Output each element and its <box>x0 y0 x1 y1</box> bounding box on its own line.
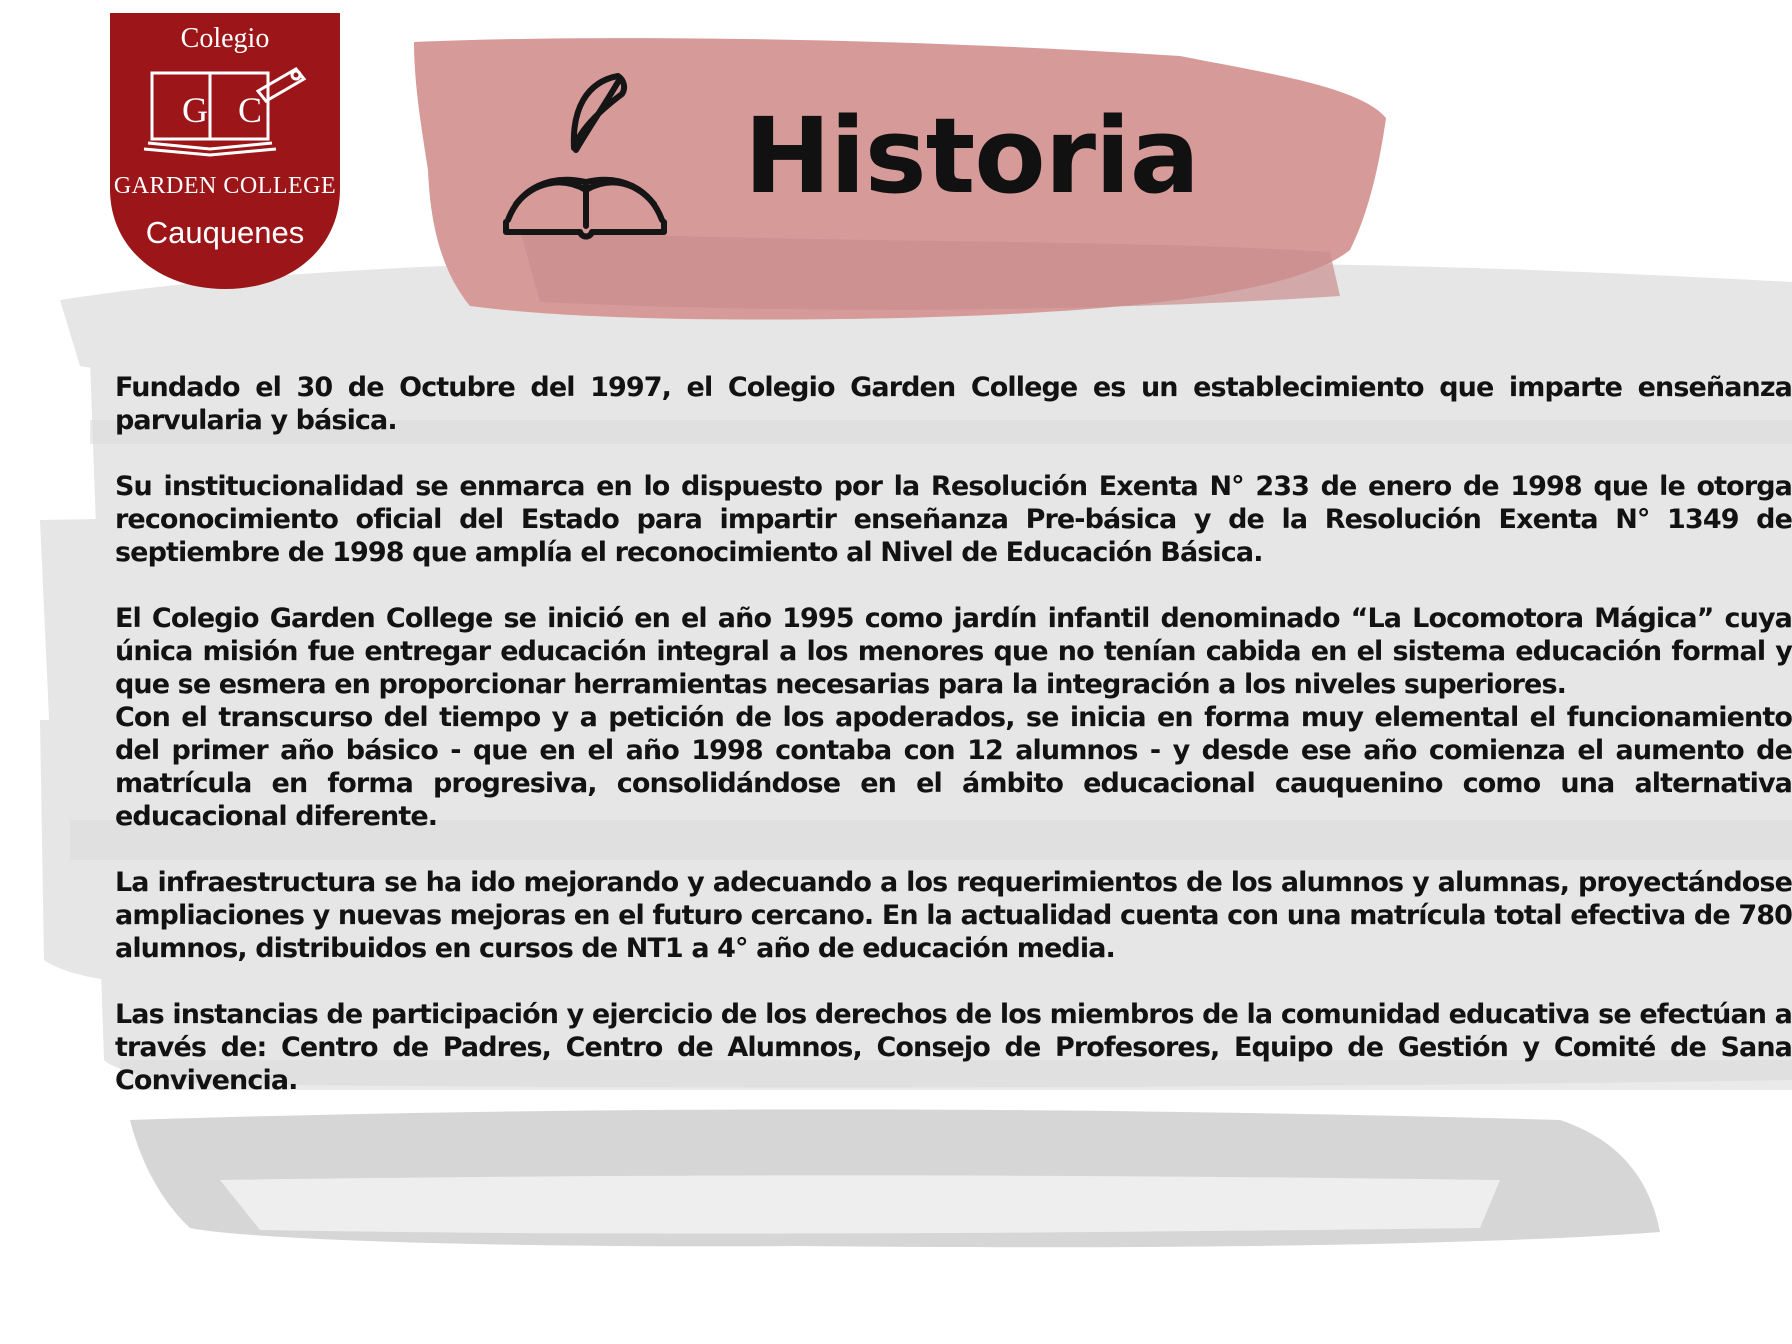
history-text <box>115 371 1792 1130</box>
logo-city: Cauquenes <box>145 215 305 250</box>
paragraph-founding: Fundado el 30 de Octubre del 1997, el Colegio Garden College es un establecimiento que imparte enseñanza parvularia y básica. <box>115 372 1792 436</box>
school-logo <box>110 13 340 291</box>
paragraph-infrastructure: La infraestructura se ha ido mejorando y adecuando a los requerimientos de los alumnos y alumnas, proyectándose ampliaciones y nuevas mejoras en el futuro cercano. En la actualidad cuenta con una matrícula total efectiva de 780 alumnos, distribuidos en cursos de NT1 a 4° año de educación media. <box>115 867 1792 964</box>
logo-top-text: Colegio <box>180 23 270 54</box>
book-quill-icon <box>500 70 670 240</box>
logo-school-name: GARDEN COLLEGE <box>113 173 337 199</box>
paragraph-institutional: Su institucionalidad se enmarca en lo dispuesto por la Resolución Exenta N° 233 de enero de 1998 que le otorga reconocimiento oficial del Estado para impartir enseñanza Pre-básica y de la Resolución Exenta N° 1349 de septiembre de 1998 que amplía el reconocimiento al Nivel de Educación Básica. <box>115 471 1792 568</box>
paragraph-growth: Con el transcurso del tiempo y a petición de los apoderados, se inicia en forma muy elemental el funcionamiento del primer año básico - que en el año 1998 contaba con 12 alumnos - y desde ese año comienza el aumento de matrícula en forma progresiva, consolidándose en el ámbito educacional cauquenino como una alternativa educacional diferente. <box>115 702 1792 832</box>
paragraph-origins: El Colegio Garden College se inició en el año 1995 como jardín infantil denominado “La Locomotora Mágica” cuya única misión fue entregar educación integral a los menores que no tenían cabida en el sistema educación formal y que se esmera en proporcionar herramientas necesarias para la integración a los niveles superiores. <box>115 603 1792 700</box>
logo-letter-c: C <box>238 90 263 130</box>
page-title: Historia <box>744 95 1199 217</box>
paragraph-participation: Las instancias de participación y ejercicio de los derechos de los miembros de la comunidad educativa se efectúan a través de: Centro de Padres, Centro de Alumnos, Consejo de Profesores, Equipo de Gestión y Comité de Sana Convivencia. <box>115 999 1792 1096</box>
logo-letter-g: G <box>182 90 208 130</box>
